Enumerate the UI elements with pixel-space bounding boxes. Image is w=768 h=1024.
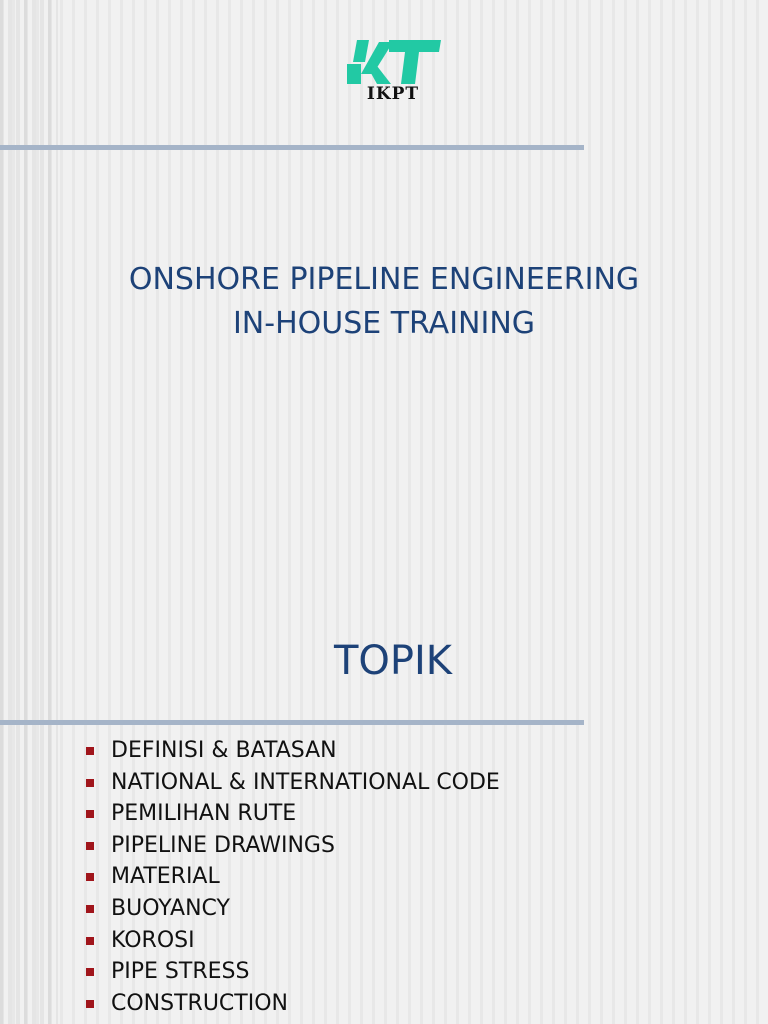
list-item <box>86 893 500 925</box>
logo-text: IKPT <box>366 84 420 104</box>
title-line-2: IN-HOUSE TRAINING <box>232 306 536 341</box>
list-item <box>86 830 500 862</box>
topic-label: PIPELINE DRAWINGS <box>111 832 335 858</box>
topic-label: PEMILIHAN RUTE <box>111 801 297 827</box>
bullet-square-icon <box>86 968 94 976</box>
topic-label: BUOYANCY <box>111 895 230 921</box>
ikpt-logo <box>343 36 443 104</box>
bullet-square-icon <box>86 937 94 945</box>
bullet-square-icon <box>86 747 94 755</box>
list-item <box>86 767 500 799</box>
slide-title <box>0 258 768 346</box>
topic-label: NATIONAL & INTERNATIONAL CODE <box>111 769 500 795</box>
bullet-square-icon <box>86 873 94 881</box>
title-line-1: ONSHORE PIPELINE ENGINEERING <box>128 262 640 297</box>
list-item <box>86 735 500 767</box>
list-item <box>86 798 500 830</box>
horizontal-rule <box>0 145 584 150</box>
kt-logo-mark-icon <box>343 36 443 86</box>
topics-slide <box>0 512 768 1024</box>
bullet-square-icon <box>86 779 94 787</box>
bullet-square-icon <box>86 1000 94 1008</box>
bullet-square-icon <box>86 842 94 850</box>
topics-list <box>86 735 500 1019</box>
topics-title: TOPIK <box>333 638 453 684</box>
list-item <box>86 925 500 957</box>
topic-label: KOROSI <box>111 927 195 953</box>
list-item <box>86 956 500 988</box>
topic-label: MATERIAL <box>111 864 220 890</box>
topic-label: CONSTRUCTION <box>111 990 288 1016</box>
bullet-square-icon <box>86 810 94 818</box>
topic-label: PIPE STRESS <box>111 959 250 985</box>
horizontal-rule <box>0 720 584 725</box>
bullet-square-icon <box>86 905 94 913</box>
list-item <box>86 988 500 1020</box>
topic-label: DEFINISI & BATASAN <box>111 738 337 763</box>
list-item <box>86 861 500 893</box>
